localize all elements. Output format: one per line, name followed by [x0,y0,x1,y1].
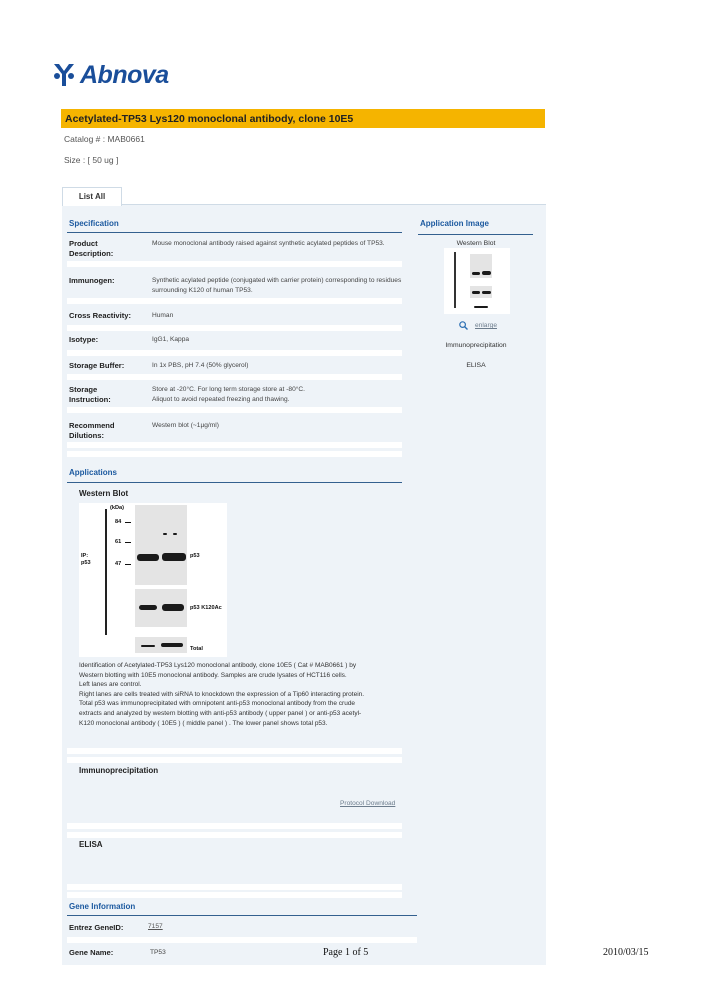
catalog-number: Catalog # : MAB0661 [64,134,145,144]
marker-84: 84 [115,519,122,525]
section-divider [67,823,402,829]
spec-label-immunogen: Immunogen: [69,276,115,285]
tab-list-all[interactable]: List All [62,187,122,206]
kda-label: (kDa) [110,505,124,511]
spec-value-description: Mouse monoclonal antibody raised against synthetic acylated peptides of TP53. [152,240,385,247]
spec-label-cross-reactivity: Cross Reactivity: [69,311,132,320]
gene-divider [67,937,417,943]
western-blot-thumbnail[interactable] [444,248,510,314]
page-number: Page 1 of 5 [323,947,369,958]
print-date: 2010/03/15 [603,947,649,958]
protocol-download-link[interactable]: Protocol Download [340,800,396,807]
ip-label: IP: p53 [81,553,91,566]
spec-label-storage-instruction: Storage Instruction: [69,385,111,404]
abnova-y-icon [52,62,76,88]
spec-divider [67,451,402,457]
product-title: Acetylated-TP53 Lys120 monoclonal antibody, clone 10E5 [65,112,354,125]
section-divider [67,892,402,898]
caption-line: Identification of Acetylated-TP53 Lys120 monoclonal antibody, clone 10E5 ( Cat # MAB0661 ) by [79,662,357,669]
caption-line: K120 monoclonal antibody ( 10E5 ) ( middle panel ) . The lower panel shows total p53. [79,719,328,727]
band-label-p53-k120ac: p53 K120Ac [190,605,222,611]
upper-panel [135,505,187,585]
gene-name-value: TP53 [150,949,166,956]
section-divider [67,748,402,754]
enlarge-label: enlarge [475,322,497,329]
app-image-label-western-blot: Western Blot [456,240,496,247]
elisa-title: ELISA [79,840,103,849]
abnova-logo[interactable] [52,60,169,90]
band-middle-right [162,604,184,611]
entrez-gene-id-link[interactable]: 7157 [148,923,163,930]
section-divider [67,757,402,763]
caption-line: extracts and analyzed by western blotting with anti-p53 antibody ( upper panel ) or anti-p53 acetyl- [79,709,362,717]
spec-divider [67,261,402,267]
application-image-rule [418,234,533,235]
spec-value-storage-instruction: Store at -20°C. For long term storage store at -80°C. Aliquot to avoid repeated freezing and thawing. [152,386,305,403]
western-blot-title: Western Blot [79,489,129,498]
specification-rule [67,232,402,233]
gene-information-rule [67,915,417,916]
spec-value-cross-reactivity: Human [152,312,174,319]
applications-heading: Applications [69,468,118,477]
band-lower-right [161,643,183,647]
caption-line: Total p53 was immunoprecipitated with omnipotent anti-p53 monoclonal antibody from the crude [79,700,356,708]
spec-label-isotype: Isotype: [69,335,99,344]
caption-line: Right lanes are cells treated with siRNA to knockdown the expression of a Tip60 interacting protein. [79,690,365,698]
gene-label-entrez-id: Entrez GeneID: [69,923,124,932]
immunoprecipitation-title: Immunoprecipitation [79,766,159,775]
applications-rule [67,482,402,483]
band-upper-left [137,554,159,561]
app-image-label-immunoprecipitation: Immunoprecipitation [445,342,507,349]
caption-line: Left lanes are control. [79,681,142,689]
enlarge-link[interactable] [459,321,497,330]
western-blot-caption [79,661,409,728]
gene-label-name: Gene Name: [69,948,114,957]
spec-divider [67,298,402,304]
western-blot-image [79,503,227,657]
band-label-total: Total [190,646,203,652]
spec-divider [67,325,402,331]
specification-heading: Specification [69,219,119,228]
spec-value-dilutions: Western blot (~1µg/ml) [152,422,219,429]
band-label-p53: p53 [190,553,200,559]
gene-information-heading: Gene Information [69,902,136,911]
caption-line: Western blotting with 10E5 monoclonal antibody. Samples are crude lysates of HCT116 cells. [79,671,347,679]
section-divider [67,884,402,890]
spec-divider [67,442,402,448]
product-title-bar [61,109,545,128]
band-middle-left [139,605,157,610]
spec-label-storage-buffer: Storage Buffer: [69,361,125,370]
spec-divider [67,407,402,413]
spec-label-description: Product Description: [69,239,114,258]
magnifier-icon [459,321,468,330]
spec-divider [67,350,402,356]
brand-name: Abnova [80,60,169,89]
spec-value-isotype: IgG1, Kappa [152,336,190,343]
marker-47: 47 [115,561,122,567]
band-upper-right [162,553,186,561]
app-image-label-elisa: ELISA [466,362,486,369]
application-image-heading: Application Image [420,219,489,228]
marker-61: 61 [115,539,122,545]
spec-divider [67,374,402,380]
spec-label-dilutions: Recommend Dilutions: [69,421,115,440]
band-lower-left [141,645,155,647]
product-size: Size : [ 50 ug ] [64,155,119,165]
spec-value-immunogen: Synthetic acylated peptide (conjugated with carrier protein) corresponding to residues surrounding K120 of human TP53. [152,277,402,294]
section-divider [67,832,402,838]
spec-value-storage-buffer: In 1x PBS, pH 7.4 (50% glycerol) [152,362,249,369]
